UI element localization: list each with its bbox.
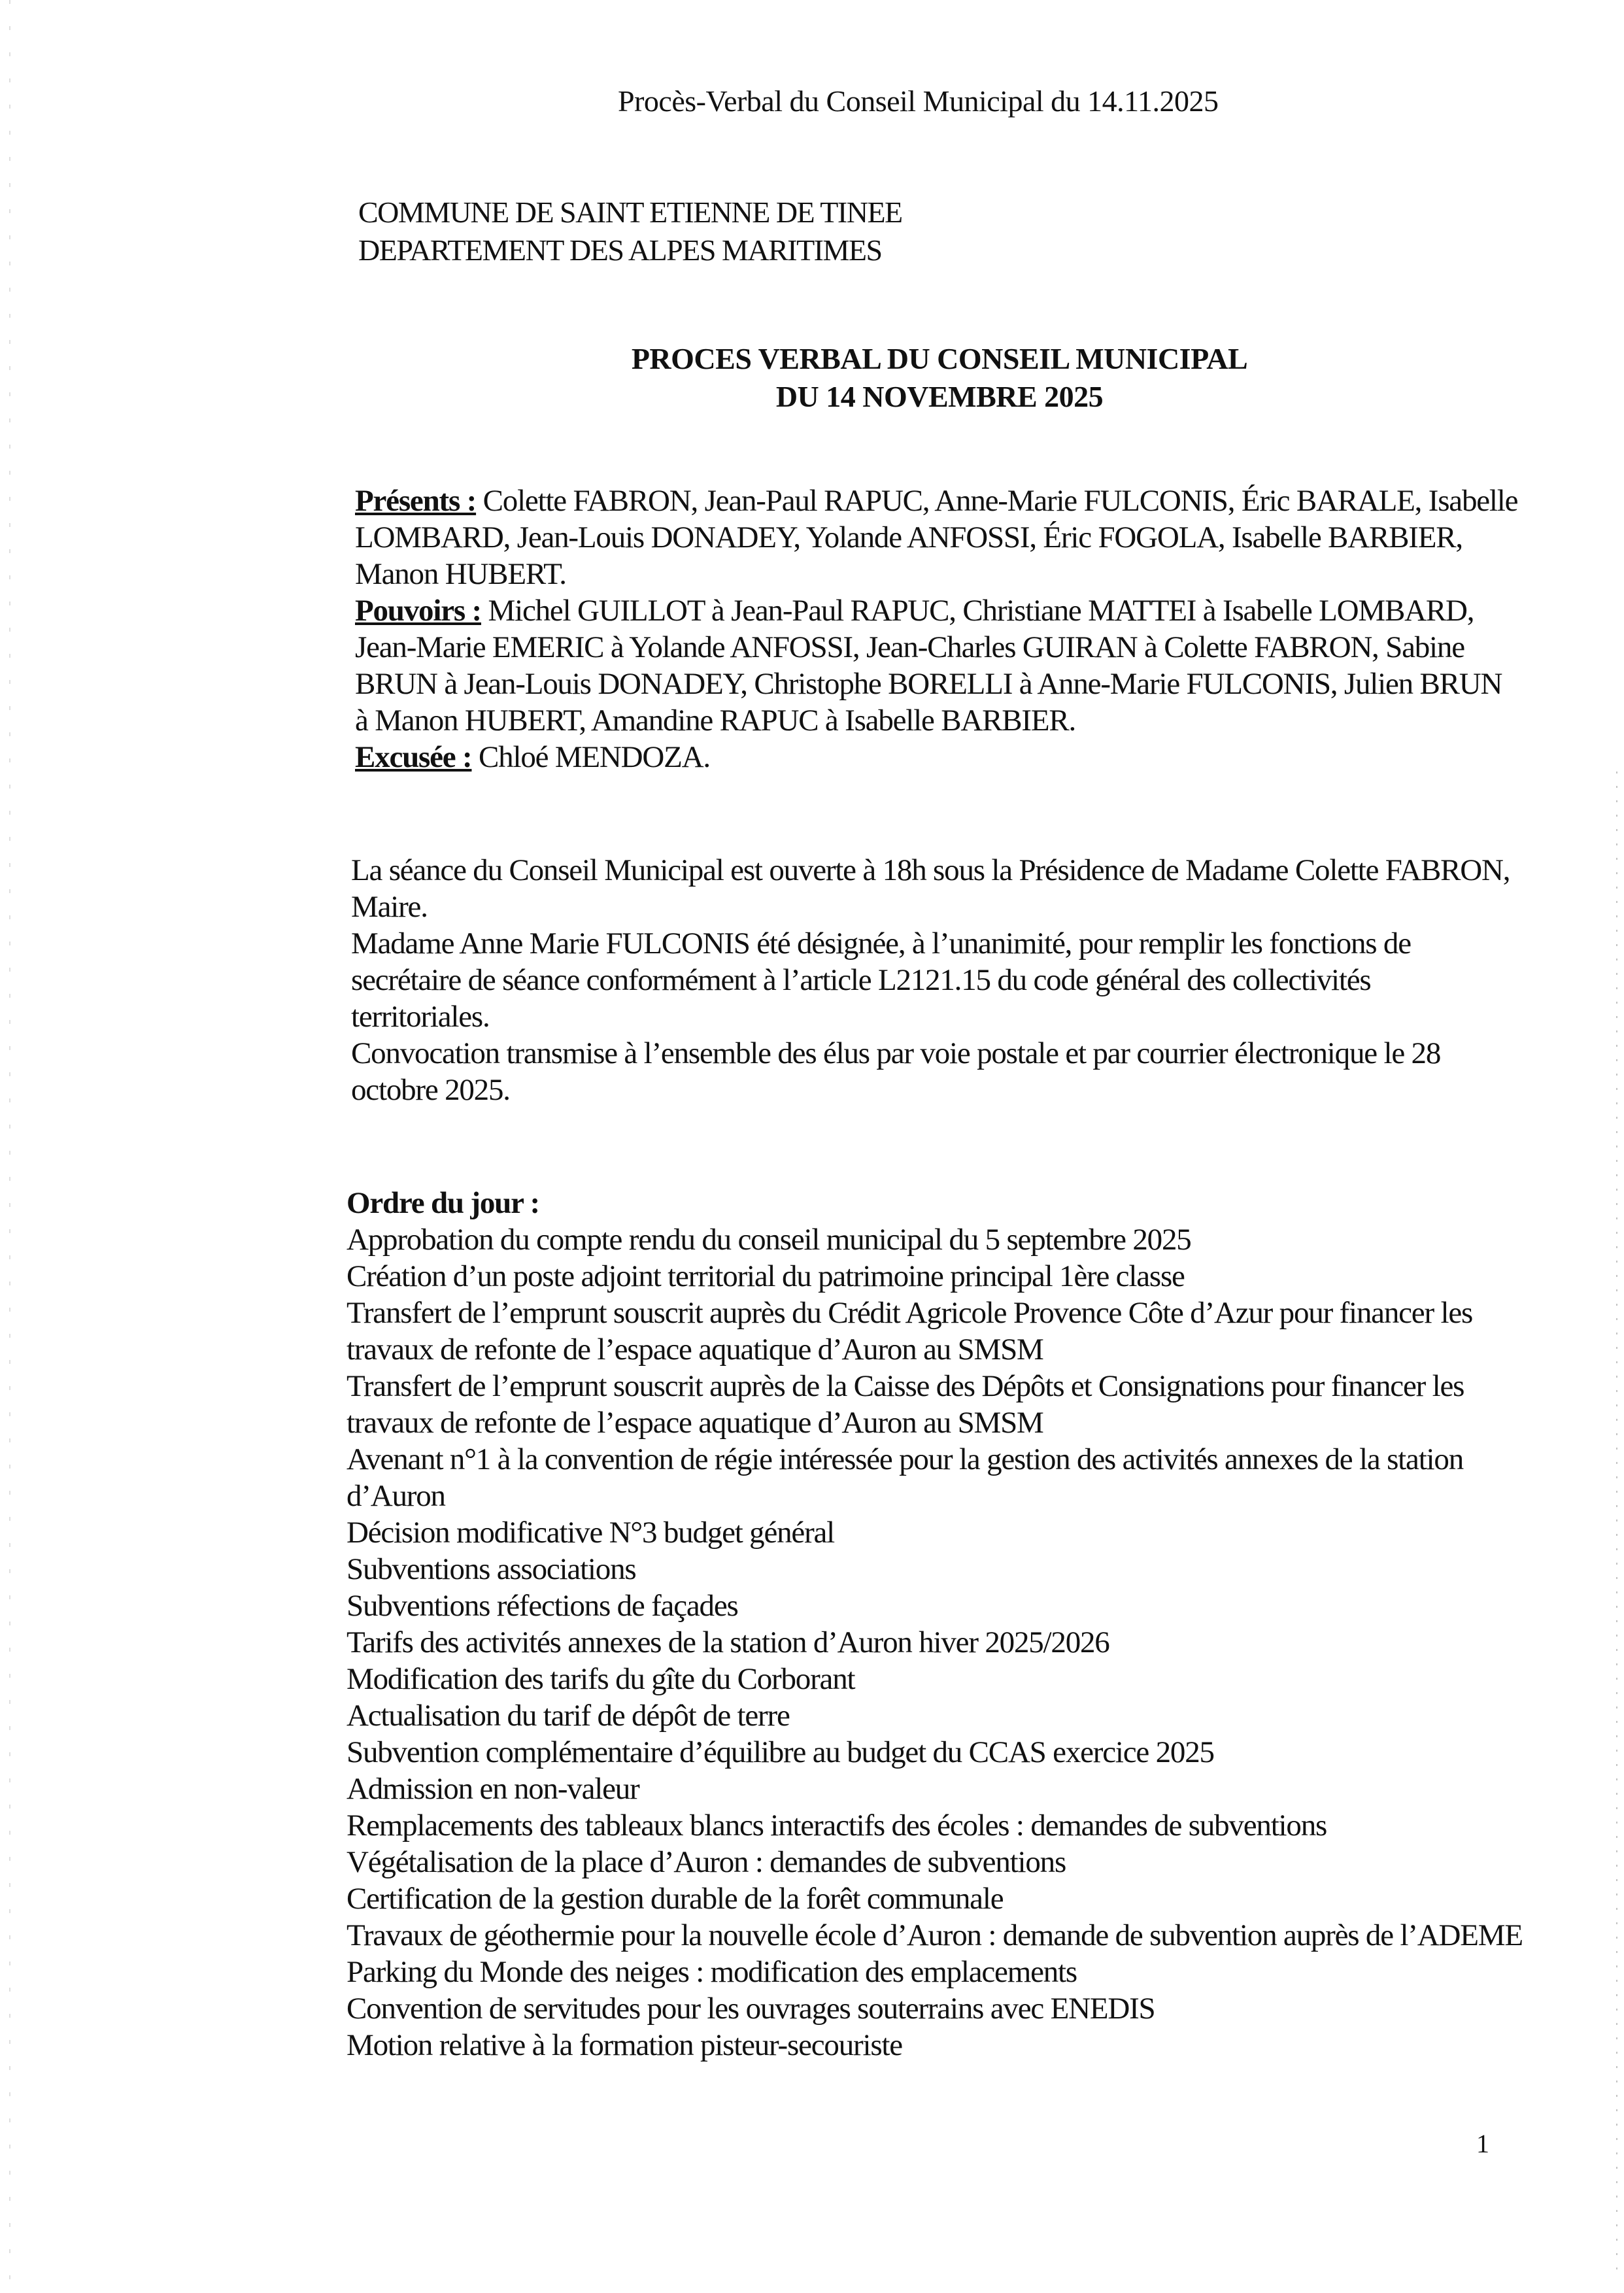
opening-paragraph: La séance du Conseil Municipal est ouverte à 18h sous la Présidence de Madame Colette FABRON, Maire. [351, 853, 1510, 924]
agenda-item: Certification de la gestion durable de la forêt communale [347, 1882, 1004, 1916]
excused-label: Excusée : [355, 740, 472, 774]
excused-list: Chloé MENDOZA. [471, 740, 710, 774]
proxies-label: Pouvoirs : [355, 594, 481, 628]
agenda-item: Subventions réfections de façades [347, 1589, 738, 1623]
department-name: DEPARTEMENT DES ALPES MARITIMES [358, 233, 882, 267]
agenda-item: Création d’un poste adjoint territorial du patrimoine principal 1ère classe [347, 1259, 1185, 1293]
commune-name: COMMUNE DE SAINT ETIENNE DE TINEE [358, 195, 902, 229]
agenda-list [347, 1221, 1523, 2064]
present-label: Présents : [355, 484, 477, 518]
title-line-1: PROCES VERBAL DU CONSEIL MUNICIPAL [631, 342, 1248, 375]
document-title [0, 340, 1624, 416]
agenda-item: Avenant n°1 à la convention de régie intéressée pour la gestion des activités annexes de la station d’Auron [347, 1442, 1464, 1513]
agenda-section [347, 1185, 1523, 2064]
agenda-item: Motion relative à la formation pisteur-secouriste [347, 2028, 902, 2062]
agenda-item: Approbation du compte rendu du conseil municipal du 5 septembre 2025 [347, 1223, 1191, 1257]
agenda-item: Subvention complémentaire d’équilibre au budget du CCAS exercice 2025 [347, 1735, 1214, 1769]
excused-members [355, 739, 1519, 775]
running-header: Procès-Verbal du Conseil Municipal du 14.11.2025 [618, 84, 1219, 118]
agenda-item: Modification des tarifs du gîte du Corborant [347, 1662, 855, 1696]
secretary-paragraph: Madame Anne Marie FULCONIS été désignée, à l’unanimité, pour remplir les fonctions de secrétaire de séance conformément à l’article L2121.15 du code général des collectivités territoriales. [351, 926, 1411, 1034]
agenda-item: Subventions associations [347, 1552, 636, 1586]
scan-edge-artifact [1616, 772, 1617, 2275]
opening-section [351, 852, 1515, 1108]
attendance-section [355, 483, 1519, 775]
agenda-item: Transfert de l’emprunt souscrit auprès de la Caisse des Dépôts et Consignations pour financer les travaux de refonte de l’espace aquatique d’Auron au SMSM [347, 1369, 1464, 1440]
agenda-item: Actualisation du tarif de dépôt de terre [347, 1699, 790, 1733]
present-members [355, 483, 1519, 592]
proxies-list: Michel GUILLOT à Jean-Paul RAPUC, Christiane MATTEI à Isabelle LOMBARD, Jean-Marie EMERIC à Yolande ANFOSSI, Jean-Charles GUIRAN à Colette FABRON, Sabine BRUN à Jean-Louis DONADEY, Christophe BORELLI à Anne-Marie FULCONIS, Julien BRUN à Manon HUBERT, Amandine RAPUC à Isabelle BARBIER. [355, 594, 1502, 738]
agenda-item: Parking du Monde des neiges : modification des emplacements [347, 1955, 1077, 1989]
proxies [355, 592, 1519, 739]
agenda-item: Transfert de l’emprunt souscrit auprès du Crédit Agricole Provence Côte d’Azur pour financer les travaux de refonte de l’espace aquatique d’Auron au SMSM [347, 1296, 1473, 1367]
present-list: Colette FABRON, Jean-Paul RAPUC, Anne-Marie FULCONIS, Éric BARALE, Isabelle LOMBARD, Jean-Louis DONADEY, Yolande ANFOSSI, Éric FOGOLA, Isabelle BARBIER, Manon HUBERT. [355, 484, 1518, 591]
agenda-title: Ordre du jour : [347, 1186, 539, 1220]
agenda-item: Végétalisation de la place d’Auron : demandes de subventions [347, 1845, 1066, 1879]
title-line-2: DU 14 NOVEMBRE 2025 [775, 380, 1104, 413]
agenda-item: Remplacements des tableaux blancs interactifs des écoles : demandes de subventions [347, 1809, 1327, 1843]
agenda-item: Décision modificative N°3 budget général [347, 1516, 835, 1550]
agenda-item: Convention de servitudes pour les ouvrages souterrains avec ENEDIS [347, 1992, 1155, 2026]
convocation-paragraph: Convocation transmise à l’ensemble des élus par voie postale et par courrier électronique le 28 octobre 2025. [351, 1036, 1441, 1107]
agenda-item: Tarifs des activités annexes de la station d’Auron hiver 2025/2026 [347, 1625, 1109, 1659]
agenda-item: Admission en non-valeur [347, 1772, 639, 1806]
commune-block [358, 194, 902, 269]
page-number: 1 [1476, 2129, 1489, 2158]
agenda-item: Travaux de géothermie pour la nouvelle école d’Auron : demande de subvention auprès de l’ADEME [347, 1918, 1523, 1952]
